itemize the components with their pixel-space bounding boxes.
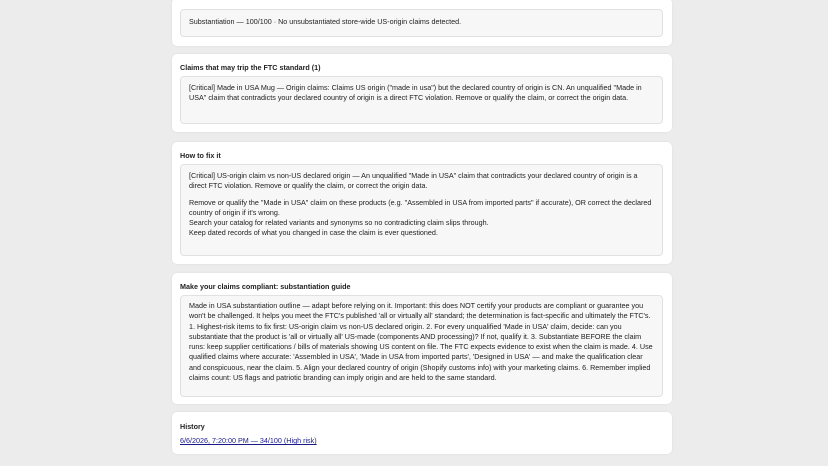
guide-text: Made in USA substantiation outline — adapt before relying on it. Important: this does NOT certify your products are compliant or guarantee you won't be challenged. It helps you meet the FTC's published 'all or virtually all' standard; the determination is fact-specific and ultimately the FTC's. 1. Highest-risk items to fix first: US-origin claim vs non-US declared origin. 2. For every unqualified 'Made in USA' claim, decide: can you substantiate that the product is 'all or virtually all' US-made (components AND processing)? If not, qualify it. 3. Substantiate BEFORE the claim runs: keep supplier certifications / bills of materials showing US content on file. The FTC expects evidence to exist when the claim is made. 4. Use qualified claims where accurate: 'Assembled in USA', 'Made in USA from imported parts', 'Designed in USA' — and make the qualification clear and conspicuous, near the claim. 5. Align your declared country of origin (Shopify customs info) with your marketing claims. 6. Remember implied claims count: US flags and patriotic branding can imply origin and are held to the same standard. [189, 301, 653, 383]
how-to-fix-card [172, 142, 672, 264]
substantiation-box [180, 9, 663, 37]
trip-claims-title: Claims that may trip the FTC standard (1) [180, 63, 321, 72]
history-entry-link[interactable]: 6/6/2026, 7:20:00 PM — 34/100 (High risk) [180, 436, 317, 445]
fix-step: Search your catalog for related variants and synonyms so no contradicting claim slips through. [189, 218, 489, 228]
substantiation-card [172, 0, 672, 46]
fix-step: Keep dated records of what you changed in case the claim is ever questioned. [189, 228, 438, 238]
trip-claims-box [180, 76, 663, 124]
guide-title: Make your claims compliant: substantiation guide [180, 282, 351, 291]
history-title: History [180, 422, 205, 431]
fix-step: Remove or qualify the "Made in USA" claim on these products (e.g. "Assembled in USA from imported parts" if accurate), OR correct the declared country of origin if it's wrong. [189, 197, 652, 217]
guide-card [172, 273, 672, 404]
substantiation-text: Substantiation — 100/100 · No unsubstantiated store-wide US-origin claims detected. [189, 17, 462, 26]
how-to-fix-intro: [Critical] US-origin claim vs non-US declared origin — An unqualified "Made in USA" claim that contradicts your declared country of origin is a direct FTC violation. Remove or qualify the claim, or correct the origin data. [189, 171, 638, 191]
trip-claims-card [172, 54, 672, 132]
guide-box [180, 295, 663, 397]
trip-claims-text: [Critical] Made in USA Mug — Origin claims: Claims US origin ("made in usa") but the declared country of origin is CN. An unqualified "Made in USA" claim that contradicts your declared country of origin is a direct FTC violation. Remove or qualify the claim, or correct the origin data. [189, 83, 642, 103]
how-to-fix-box [180, 164, 663, 256]
fix-steps-list [189, 198, 654, 239]
history-card [172, 412, 672, 454]
how-to-fix-title: How to fix it [180, 151, 221, 160]
